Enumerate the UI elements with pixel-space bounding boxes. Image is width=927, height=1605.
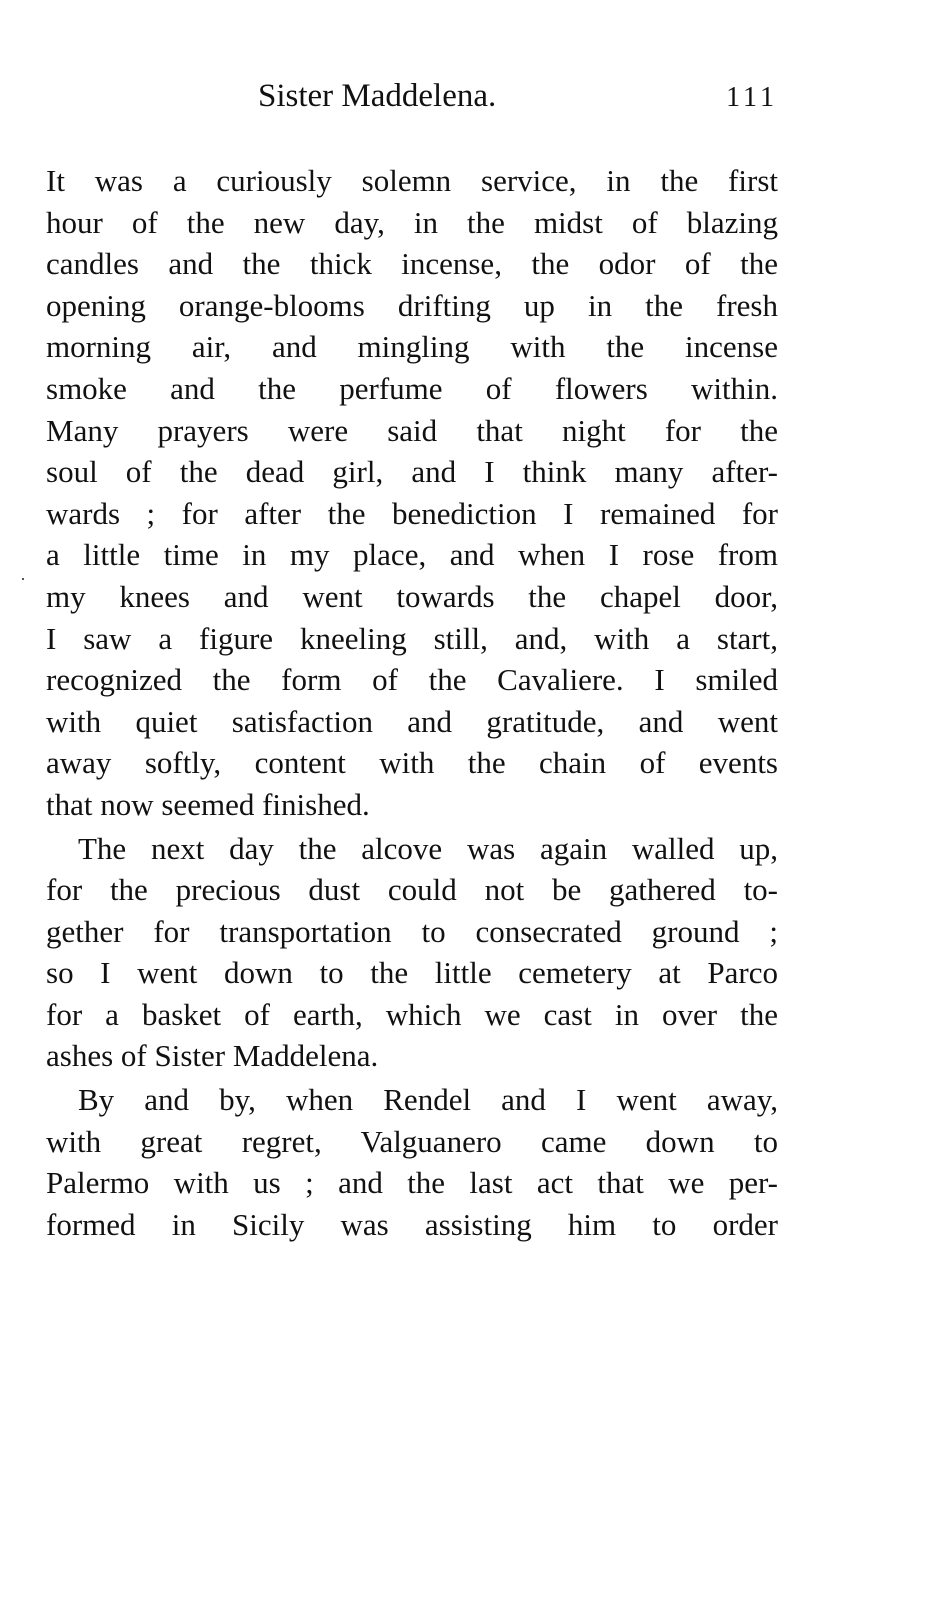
text-line: gether for transportation to consecrated ground ;: [46, 913, 778, 949]
text-line: so I went down to the little cemetery at Parco: [46, 955, 778, 991]
scan-speck: [22, 578, 24, 580]
paragraph: [46, 160, 778, 826]
text-line: with quiet satisfaction and gratitude, and went: [46, 703, 778, 739]
text-line: candles and the thick incense, the odor of the: [46, 246, 778, 282]
text-line: that now seemed finished.: [46, 786, 370, 822]
running-title: Sister Maddelena.: [258, 78, 497, 114]
text-line: Palermo with us ; and the last act that we per-: [46, 1165, 778, 1201]
text-line: I saw a figure kneeling still, and, with a start,: [46, 620, 778, 656]
text-line: soul of the dead girl, and I think many after-: [46, 454, 778, 490]
body-text: [46, 160, 778, 1245]
text-line: my knees and went towards the chapel door,: [46, 578, 778, 614]
text-line: Many prayers were said that night for the: [46, 412, 778, 448]
text-line: hour of the new day, in the midst of blazing: [46, 204, 778, 240]
text-line: with great regret, Valguanero came down to: [46, 1123, 778, 1159]
text-line: opening orange-blooms drifting up in the fresh: [46, 287, 778, 323]
page-header: [46, 78, 778, 122]
text-line: away softly, content with the chain of events: [46, 745, 778, 781]
text-line: It was a curiously solemn service, in the first: [46, 163, 778, 198]
text-line: morning air, and mingling with the incense: [46, 329, 778, 365]
text-line: wards ; for after the benediction I remained for: [46, 495, 778, 531]
text-line: The next day the alcove was again walled up,: [78, 830, 778, 866]
text-line: By and by, when Rendel and I went away,: [78, 1082, 778, 1118]
text-line: for the precious dust could not be gathered to-: [46, 872, 778, 908]
text-line: recognized the form of the Cavaliere. I smiled: [46, 662, 778, 698]
text-line: ashes of Sister Maddelena.: [46, 1038, 379, 1074]
text-line: for a basket of earth, which we cast in over the: [46, 996, 778, 1032]
text-line: smoke and the perfume of flowers within.: [46, 370, 778, 406]
paragraph: [46, 1079, 778, 1245]
text-line: formed in Sicily was assisting him to order: [46, 1206, 778, 1242]
page-number: 111: [726, 82, 778, 113]
text-line: a little time in my place, and when I rose from: [46, 537, 778, 573]
paragraph: [46, 828, 778, 1078]
